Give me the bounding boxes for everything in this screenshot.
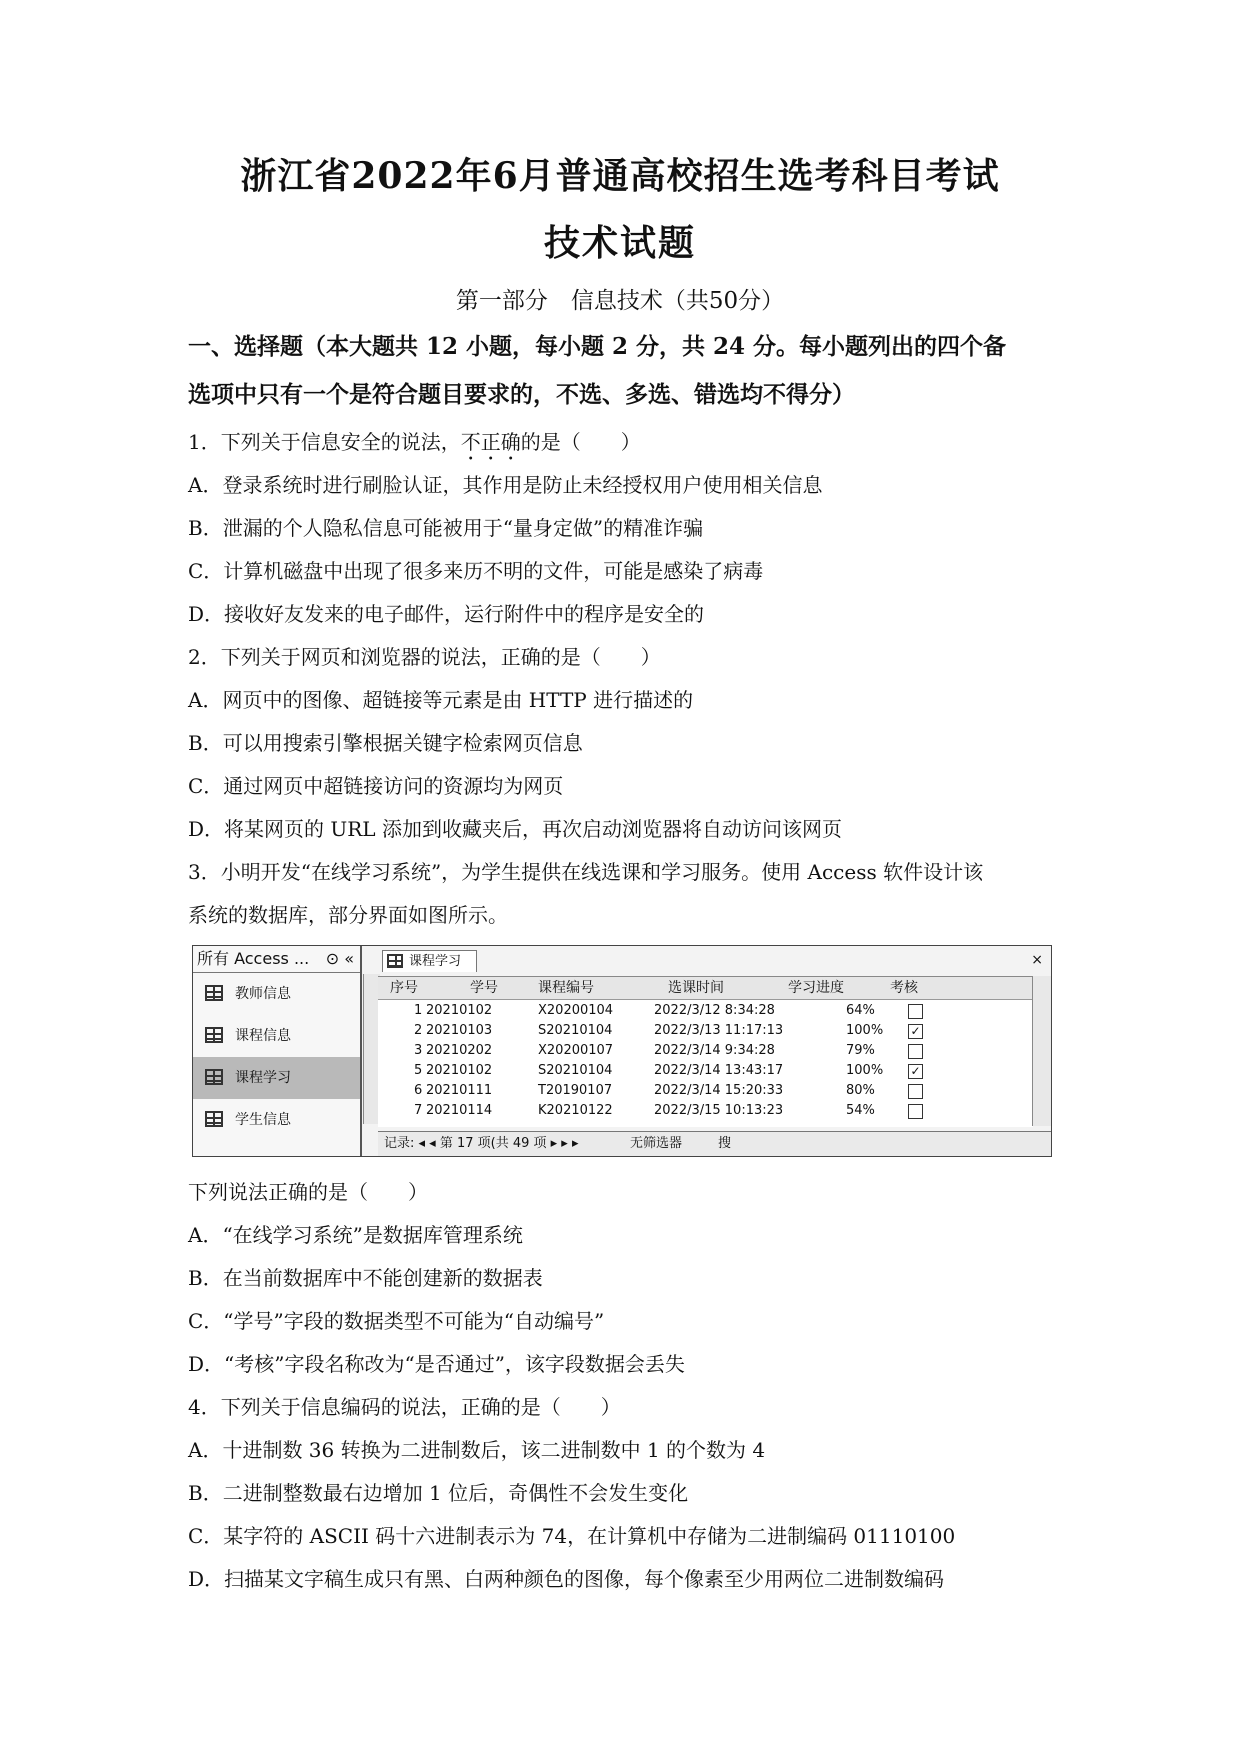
access-screenshot — [192, 945, 1052, 1157]
column-header[interactable]: 学号 — [470, 980, 498, 996]
datasheet-header-row — [378, 977, 1033, 1000]
checked-checkbox[interactable]: ✓ — [908, 1064, 923, 1079]
q3-option-c: C．“学号”字段的数据类型不可能为“自动编号” — [188, 1309, 605, 1333]
q1-option-a: A．登录系统时进行刷脸认证，其作用是防止未经授权用户使用相关信息 — [188, 473, 823, 497]
nav-pane-controls[interactable]: ⊙ « — [325, 949, 354, 968]
search-box[interactable]: 搜 — [718, 1136, 732, 1151]
table-cell[interactable]: 20210114 — [426, 1103, 493, 1118]
table-cell[interactable]: 2022/3/14 15:20:33 — [654, 1083, 784, 1098]
table-cell[interactable]: 2022/3/15 10:13:23 — [654, 1103, 784, 1118]
q3-option-b: B．在当前数据库中不能创建新的数据表 — [188, 1266, 543, 1290]
q4-option-d: D．扫描某文字稿生成只有黑、白两种颜色的图像，每个像素至少用两位二进制数编码 — [188, 1567, 945, 1591]
table-cell[interactable]: 20210102 — [426, 1003, 493, 1018]
table-cell[interactable]: 2022/3/14 9:34:28 — [654, 1043, 775, 1058]
q2-option-c: C．通过网页中超链接访问的资源均为网页 — [188, 774, 564, 798]
q1-option-b: B．泄漏的个人隐私信息可能被用于“量身定做”的精准诈骗 — [188, 516, 704, 540]
table-cell[interactable]: 20210102 — [426, 1063, 493, 1078]
section-heading-line1: 一、选择题（本大题共 12 小题，每小题 2 分，共 24 分。每小题列出的四个备 — [188, 333, 1007, 360]
table-icon — [205, 1027, 223, 1043]
table-cell[interactable]: 1 — [414, 1003, 423, 1018]
q1-stem-emphasis: 不正确 — [460, 430, 521, 454]
q1-option-d: D．接收好友发来的电子邮件，运行附件中的程序是安全的 — [188, 602, 705, 626]
column-header[interactable]: 选课时间 — [668, 980, 724, 996]
datasheet-grid — [378, 976, 1033, 1127]
table-cell[interactable]: 2022/3/12 8:34:28 — [654, 1003, 775, 1018]
section-heading-line2: 选项中只有一个是符合题目要求的，不选、多选、错选均不得分） — [188, 381, 855, 408]
q4-option-b: B．二进制整数最右边增加 1 位后，奇偶性不会发生变化 — [188, 1481, 689, 1505]
nav-item-student-info[interactable] — [193, 1099, 360, 1141]
table-row[interactable] — [378, 1041, 1033, 1061]
column-header[interactable]: 学习进度 — [788, 980, 844, 996]
q4-option-c: C．某字符的 ASCII 码十六进制表示为 74，在计算机中存储为二进制编码 01110100 — [188, 1524, 956, 1548]
q3-option-d: D．“考核”字段名称改为“是否通过”，该字段数据会丢失 — [188, 1352, 685, 1376]
table-icon — [205, 985, 223, 1001]
table-row[interactable] — [378, 1021, 1033, 1041]
table-cell[interactable]: 64% — [846, 1003, 875, 1018]
column-header[interactable]: 序号 — [390, 980, 418, 996]
q1-stem-pre: 1．下列关于信息安全的说法， — [188, 430, 461, 454]
q2-stem: 2．下列关于网页和浏览器的说法，正确的是（ ） — [188, 645, 661, 669]
table-cell[interactable]: T20190107 — [538, 1083, 613, 1098]
access-datasheet — [378, 946, 1051, 1156]
checked-checkbox[interactable]: ✓ — [908, 1024, 923, 1039]
table-cell[interactable]: 20210202 — [426, 1043, 493, 1058]
table-cell[interactable]: S20210104 — [538, 1063, 613, 1078]
table-cell[interactable]: 100% — [846, 1023, 884, 1038]
table-icon — [205, 1069, 223, 1085]
tab-course-study[interactable] — [382, 950, 477, 972]
q4-stem: 4．下列关于信息编码的说法，正确的是（ ） — [188, 1395, 621, 1419]
table-cell[interactable]: 2022/3/13 11:17:13 — [654, 1023, 784, 1038]
table-cell[interactable]: K20210122 — [538, 1103, 613, 1118]
q3-stem-line1: 3．小明开发“在线学习系统”，为学生提供在线选课和学习服务。使用 Access 软件设计该 — [188, 860, 984, 884]
access-nav-pane — [193, 946, 362, 1156]
table-cell[interactable]: 5 — [414, 1063, 423, 1078]
tab-label: 课程学习 — [409, 954, 462, 969]
table-cell[interactable]: 20210111 — [426, 1083, 493, 1098]
table-cell[interactable]: 2022/3/14 13:43:17 — [654, 1063, 784, 1078]
datasheet-scrollbar[interactable] — [1032, 976, 1051, 1126]
q3-question: 下列说法正确的是（ ） — [188, 1180, 428, 1204]
part-heading: 第一部分 信息技术（共50分） — [455, 288, 785, 314]
record-navigation-bar — [378, 1131, 1051, 1156]
q2-option-a: A．网页中的图像、超链接等元素是由 HTTP 进行描述的 — [188, 688, 694, 712]
table-icon — [205, 1111, 223, 1127]
unchecked-checkbox[interactable] — [908, 1084, 923, 1099]
unchecked-checkbox[interactable] — [908, 1104, 923, 1119]
q2-option-d: D．将某网页的 URL 添加到收藏夹后，再次启动浏览器将自动访问该网页 — [188, 817, 842, 841]
table-row[interactable] — [378, 1001, 1033, 1021]
nav-item-label: 教师信息 — [235, 986, 291, 1002]
nav-item-label: 课程信息 — [235, 1028, 291, 1044]
table-cell[interactable]: 6 — [414, 1083, 423, 1098]
table-row[interactable] — [378, 1061, 1033, 1081]
q1-option-c: C．计算机磁盘中出现了很多来历不明的文件，可能是感染了病毒 — [188, 559, 764, 583]
table-cell[interactable]: 3 — [414, 1043, 423, 1058]
table-row[interactable] — [378, 1081, 1033, 1101]
table-cell[interactable]: X20200104 — [538, 1003, 614, 1018]
exam-subtitle: 技术试题 — [543, 222, 696, 264]
unchecked-checkbox[interactable] — [908, 1004, 923, 1019]
column-header[interactable]: 课程编号 — [538, 980, 594, 996]
nav-pane-header[interactable] — [193, 946, 360, 973]
table-cell[interactable]: 7 — [414, 1103, 423, 1118]
column-header[interactable]: 考核 — [890, 980, 918, 996]
table-cell[interactable]: 2 — [414, 1023, 423, 1038]
table-row[interactable] — [378, 1101, 1033, 1121]
q3-stem-line2: 系统的数据库，部分界面如图所示。 — [188, 903, 508, 927]
nav-item-teacher-info[interactable] — [193, 973, 360, 1015]
q1-stem — [188, 428, 641, 465]
nav-item-course-info[interactable] — [193, 1015, 360, 1057]
table-cell[interactable]: 100% — [846, 1063, 884, 1078]
record-navigator[interactable]: 记录: ◂ ◂ 第 17 项(共 49 项 ▸ ▸ ▸ — [384, 1136, 579, 1151]
nav-item-course-study[interactable] — [193, 1057, 360, 1099]
q1-stem-post: 的是（ ） — [520, 430, 641, 454]
table-cell[interactable]: 80% — [846, 1083, 875, 1098]
table-icon — [387, 954, 403, 968]
q4-option-a: A．十进制数 36 转换为二进制数后，该二进制数中 1 的个数为 4 — [188, 1438, 766, 1462]
table-cell[interactable]: S20210104 — [538, 1023, 613, 1038]
table-cell[interactable]: 79% — [846, 1043, 875, 1058]
q2-option-b: B．可以用搜索引擎根据关键字检索网页信息 — [188, 731, 583, 755]
table-cell[interactable]: 20210103 — [426, 1023, 493, 1038]
table-cell[interactable]: 54% — [846, 1103, 875, 1118]
nav-pane-title: 所有 Access ... — [197, 949, 310, 968]
nav-item-label: 学生信息 — [235, 1112, 291, 1128]
exam-title: 浙江省2022年6月普通高校招生选考科目考试 — [240, 155, 1000, 197]
table-cell[interactable]: X20200107 — [538, 1043, 614, 1058]
unchecked-checkbox[interactable] — [908, 1044, 923, 1059]
q3-option-a: A．“在线学习系统”是数据库管理系统 — [188, 1223, 523, 1247]
close-icon[interactable]: × — [1031, 952, 1043, 968]
nav-item-label: 课程学习 — [235, 1070, 291, 1086]
filter-status[interactable]: 无筛选器 — [630, 1136, 683, 1151]
